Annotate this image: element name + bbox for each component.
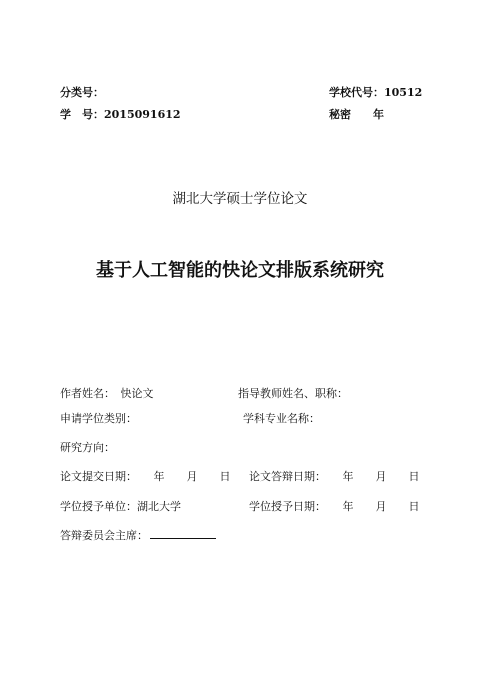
school-degree-line: 湖北大学硕士学位论文 — [172, 191, 308, 207]
degree-type-field: 申请学位类别： — [60, 412, 137, 425]
signature-underline — [150, 529, 216, 539]
research-direction-field: 研究方向： — [60, 441, 115, 454]
major-field: 学科专业名称： — [243, 412, 320, 425]
grant-date-field: 学位授予日期： 年 月 日 — [249, 500, 420, 513]
grant-unit-field: 学位授予单位：湖北大学 — [60, 500, 181, 513]
author-field: 作者姓名： 快论文 — [60, 387, 154, 400]
committee-chair-field — [60, 527, 216, 543]
submit-date-field: 论文提交日期： 年 月 日 — [60, 470, 231, 483]
student-number-label: 学 号：2015091612 — [60, 108, 181, 121]
defense-date-field: 论文答辩日期： 年 月 日 — [249, 470, 420, 483]
secret-level-label: 秘密 年 — [329, 108, 384, 121]
class-number-label: 分类号： — [60, 86, 104, 99]
school-code-label: 学校代号：10512 — [329, 86, 423, 99]
committee-chair-label: 答辩委员会主席： — [60, 529, 148, 542]
thesis-title: 基于人工智能的快论文排版系统研究 — [96, 260, 384, 281]
advisor-field: 指导教师姓名、职称： — [238, 387, 348, 400]
